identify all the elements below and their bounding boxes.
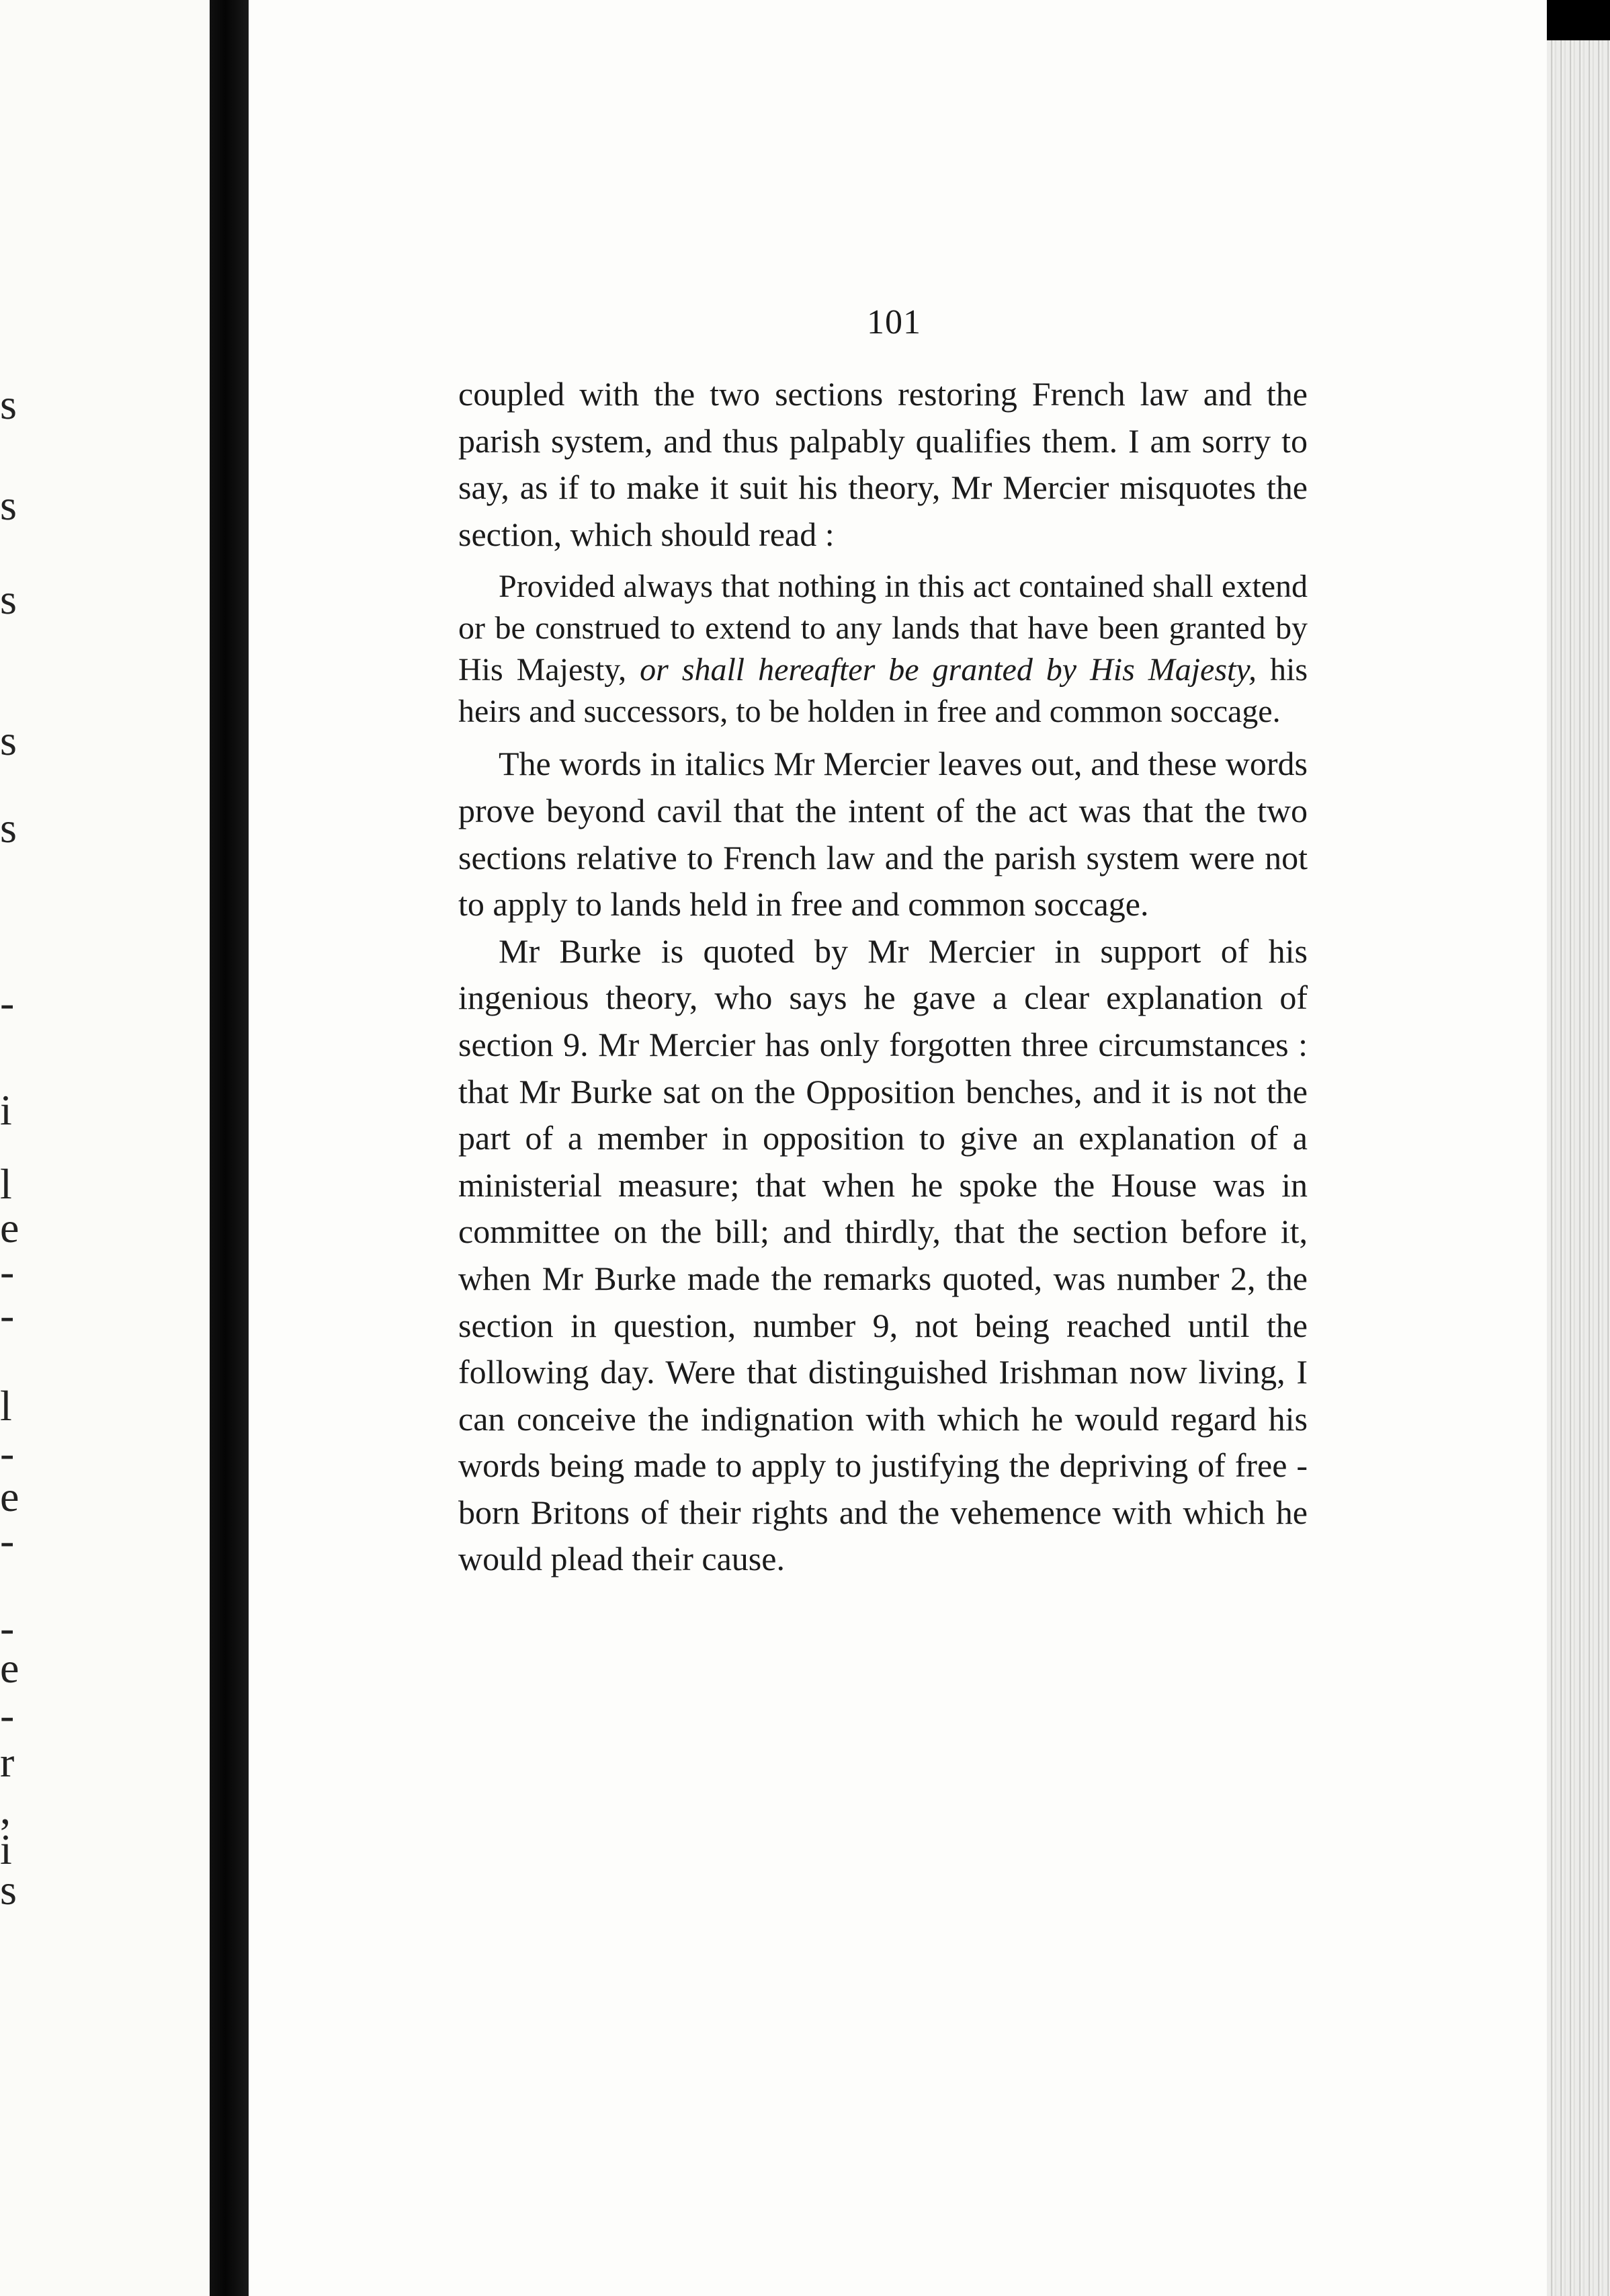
left-fragment: e (0, 1204, 19, 1252)
quote-text-end: his heirs and successors, to be holden in free and common soccage. (458, 652, 1308, 730)
left-fragment: e (0, 1473, 19, 1520)
left-fragment: i (0, 1826, 12, 1873)
left-fragment: e (0, 1644, 19, 1692)
page-text (458, 371, 1308, 1583)
quote-text-start: Provided always that nothing in this act contained shall extend or be construed to extend to any lands that have been granted by His Majesty, (458, 569, 1308, 688)
left-fragment: s (0, 1866, 17, 1914)
quote-italic-phrase: or shall hereafter be granted by His Majesty, (640, 652, 1257, 688)
left-fragment: i (0, 1086, 12, 1134)
left-fragment: - (0, 1291, 15, 1339)
left-fragment: - (0, 1691, 15, 1739)
book-gutter (210, 0, 249, 2296)
left-fragment: s (0, 380, 17, 428)
left-fragment: - (0, 1429, 15, 1477)
page-edge-shadow (1547, 0, 1610, 40)
left-page-cut-off-text (0, 0, 27, 2296)
left-fragment: l (0, 1382, 12, 1430)
paragraph-italics-omitted: The words in italics Mr Mercier leaves out, and these words prove beyond cavil that the intent of the act was that the two sections relative to French law and the parish system were not to apply to lands held in free and common soccage. (458, 745, 1308, 924)
paragraph-burke: Mr Burke is quoted by Mr Mercier in support of his ingenious theory, who says he gave a clear explanation of section 9. Mr Mercier has only forgotten three circumstances : that Mr Burke sat on the Opposition benches, and it is not the part of a member in opposition to give an explanation of a ministerial measure; that when he spoke the House was in committee on the bill; and thirdly, that the section before it, when Mr Burke made the remarks quoted, was number 2, the section in question, number 9, not being reached until the following day. Were that distinguished Irishman now living, I can conceive the indignation with which he would regard his words being made to apply to justifying the depriving of free - born Britons of their rights and the vehemence with which he would plead their cause. (458, 932, 1308, 1578)
left-fragment: - (0, 1247, 15, 1295)
left-fragment: s (0, 481, 17, 529)
left-page (0, 0, 210, 2296)
left-fragment: s (0, 716, 17, 764)
page-number: 101 (867, 303, 921, 341)
left-fragment: s (0, 804, 17, 852)
block-quote-act-section (458, 566, 1308, 733)
left-fragment: - (0, 1604, 15, 1651)
left-fragment: , (0, 1785, 11, 1833)
paragraph-opening: coupled with the two sections restoring French law and the parish system, and thus palpably qualifies them. I am sorry to say, as if to make it suit his theory, Mr Mercier misquotes the section, which should read : (458, 375, 1308, 553)
left-fragment: r (0, 1738, 15, 1786)
left-fragment: s (0, 575, 17, 623)
left-fragment: - (0, 979, 15, 1026)
left-fragment: l (0, 1160, 12, 1208)
page-fore-edge (1547, 40, 1610, 2296)
left-fragment: - (0, 1516, 15, 1564)
